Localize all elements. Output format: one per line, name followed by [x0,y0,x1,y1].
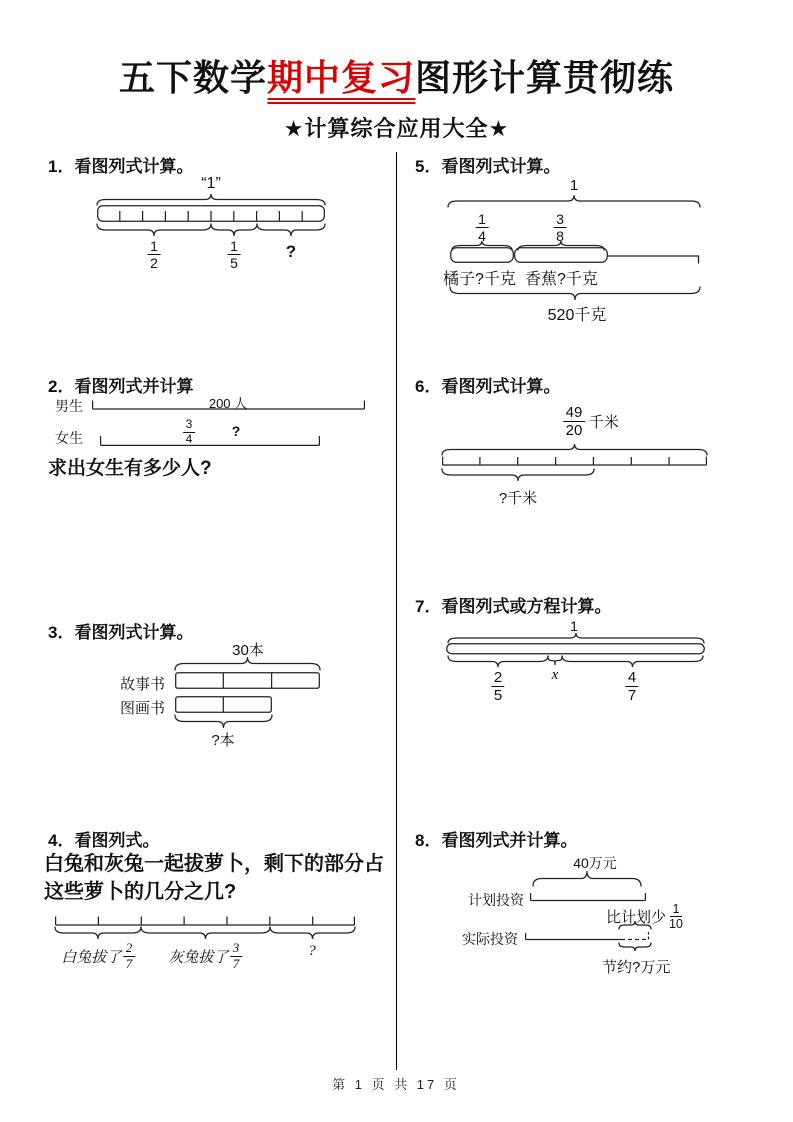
page-title-highlight: 期中复习 [267,57,415,104]
p1-under-brace-fifth [211,224,257,236]
fraction-denominator: 5 [230,255,238,272]
fraction-denominator: 8 [556,228,564,245]
problem-2-heading: 2．看图列式并计算 [48,377,194,396]
p2-boys-label: 男生 [55,398,83,414]
p1-under-brace-question [257,224,325,236]
fraction-denominator: 4 [478,228,486,245]
p3-total-label: 30本 [232,642,264,659]
p1-fraction-half [148,238,161,271]
problem-3-heading: 3．看图列式计算。 [48,623,194,642]
fraction-numerator: 1 [476,211,489,228]
p5-fraction-quarter [476,211,489,244]
p4-under-brace-white [55,927,141,939]
p6-total-unit: 千米 [588,414,619,432]
p8-saving-label: 节约?万元 [602,959,671,976]
p7-under-brace-left [448,656,548,667]
p4-under-brace-question [270,927,355,939]
p4-grey-label: 灰兔拔了 [168,949,229,966]
fraction-numerator: 1 [670,902,682,917]
fraction-numerator: 1 [228,238,241,255]
p5-fraction-three-eighths [554,211,567,244]
p4-text-line1: 白兔和灰兔一起拔萝卜，剩下的部分占 [44,853,384,875]
fraction-denominator: 10 [669,917,683,932]
p4-question-mark: ? [308,943,316,959]
fraction-denominator: 7 [627,687,637,705]
p3-row1-label: 故事书 [120,676,166,693]
p5-under-brace-total [450,287,700,300]
p5-item2-label: 香蕉?千克 [525,271,598,288]
p8-plan-line [530,889,646,902]
p6-total-fraction [563,404,585,440]
p3-picturebook-bar [175,696,272,713]
p6-total-group [563,404,619,440]
p6-question-label: ?千米 [498,490,538,507]
p6-over-brace [442,444,707,455]
p1-fraction-fifth [228,238,241,271]
p7-under-brace-right [562,656,703,667]
p5-item1-label: 橘子?千克 [443,271,516,288]
p1-tape-bar [97,205,325,222]
p2-boys-line [92,398,365,411]
fraction-numerator: 3 [230,941,242,957]
p2-boys-value: 200 人 [208,396,248,411]
page-title [119,50,674,101]
page-footer: 第 1 页 共 17 页 [332,1077,460,1092]
fraction-denominator: 4 [185,431,193,446]
p4-tick-line [55,914,355,926]
p2-girls-line [100,433,320,447]
p8-total-label: 40万元 [573,855,617,871]
fraction-denominator: 20 [565,422,583,440]
fraction-numerator: 4 [625,669,638,687]
p1-over-brace [97,194,325,205]
fraction-numerator: 49 [563,404,585,422]
p3-storybook-bar [175,672,320,689]
problem-1-heading: 1．看图列式计算。 [48,157,194,176]
p6-tick-line [442,455,707,467]
p7-capsule-bar [446,643,705,655]
problem-8-heading: 8．看图列式并计算。 [415,831,578,850]
fraction-denominator: 7 [125,955,133,971]
p2-question-text: 求出女生有多少人? [48,458,212,479]
fraction-numerator: 2 [491,669,504,687]
fraction-numerator: 3 [554,211,567,228]
page-subtitle: ★计算综合应用大全★ [283,116,510,141]
p8-over-brace [533,871,641,886]
fraction-numerator: 2 [123,941,135,957]
p5-total-weight: 520千克 [547,307,607,324]
p8-saving-over-brace [619,921,651,929]
fraction-denominator: 5 [493,687,503,705]
p4-grey-rabbit-group [168,941,242,972]
p5-banana-box [514,247,608,263]
p7-over-brace [448,633,704,643]
fraction-numerator: 3 [183,418,195,433]
p5-rest-line [608,250,700,264]
p7-under-brace-x [548,656,562,665]
p5-over-brace-total [448,195,700,207]
p5-total-label: 1 [569,177,579,194]
page-title-suffix: 图形计算贯彻练 [415,57,675,98]
p8-actual-line [525,929,651,942]
fraction-denominator: 2 [150,255,158,272]
p2-question-mark: ? [231,423,241,439]
p8-plan-label: 计划投资 [468,892,524,908]
p8-compare-label: 比计划少 [606,909,667,927]
p6-under-brace [442,469,594,481]
p1-under-brace-half [97,224,211,236]
p8-saving-under-brace [619,943,651,951]
problem-5-heading: 5．看图列式计算。 [415,157,561,176]
problem-4-heading: 4．看图列式。 [48,831,160,850]
p7-total-label: 1 [570,618,578,634]
p3-under-brace [175,715,272,728]
p8-actual-label: 实际投资 [462,931,518,947]
p7-x-label: x [551,667,559,683]
p3-over-brace [175,657,320,670]
problem-6-heading: 6．看图列式计算。 [415,377,561,396]
p1-total-label: “1” [201,175,221,192]
p1-question-mark: ? [285,242,297,261]
column-divider [396,152,397,1070]
p7-fraction-right [625,669,638,705]
p4-text-line2: 这些萝卜的几分之几? [44,881,237,903]
fraction-numerator: 1 [148,238,161,255]
p5-orange-box [450,247,514,263]
p3-question-label: ?本 [211,732,235,749]
p8-compare-fraction [669,902,683,932]
p4-grey-fraction [230,941,242,972]
fraction-denominator: 7 [232,955,240,971]
page-title-prefix: 五下数学 [118,57,267,98]
p7-fraction-left [491,669,504,705]
p4-white-fraction [123,941,135,972]
p4-under-brace-grey [141,927,270,939]
problem-7-heading: 7．看图列式或方程计算。 [415,597,612,616]
p2-girls-label: 女生 [55,430,83,446]
p3-row2-label: 图画书 [120,700,166,717]
p4-white-rabbit-group [61,941,135,972]
p4-white-label: 白兔拔了 [61,949,122,966]
